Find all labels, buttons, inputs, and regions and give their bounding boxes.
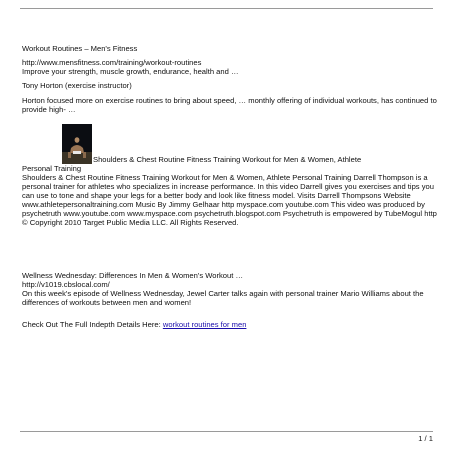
article-title: Workout Routines – Men's Fitness xyxy=(22,44,138,53)
page-number: 1 / 1 xyxy=(418,434,433,443)
video-thumbnail[interactable] xyxy=(62,124,92,164)
wellness-url: http://v1019.cbslocal.com/ xyxy=(22,280,110,289)
video-title: Shoulders & Chest Routine Fitness Training Workout for Men & Women, Athlete xyxy=(93,155,362,164)
checkout-line xyxy=(22,320,437,329)
excerpt-text: Improve your strength, muscle growth, endurance, health and … xyxy=(22,67,239,76)
top-rule xyxy=(20,8,433,9)
horton-paragraph: Horton focused more on exercise routines to bring about speed, … monthly offering of individual workouts, has continued to provide high- … xyxy=(22,96,437,114)
bottom-rule xyxy=(20,431,433,432)
workout-routines-link[interactable]: workout routines for men xyxy=(162,320,247,329)
wellness-description: On this week's episode of Wellness Wednesday, Jewel Carter talks again with personal trainer Mario Williams about the differences of workouts between men and women! xyxy=(22,289,424,307)
wellness-title: Wellness Wednesday: Differences In Men & Women's Workout … xyxy=(22,271,244,280)
checkout-prefix: Check Out The Full Indepth Details Here: xyxy=(22,320,163,329)
source-url: http://www.mensfitness.com/training/workout-routines xyxy=(22,58,202,67)
video-title-continued: Personal Training xyxy=(22,164,82,173)
person-exercising-icon xyxy=(62,124,92,164)
author-line: Tony Horton (exercise instructor) xyxy=(22,81,132,90)
video-description: Shoulders & Chest Routine Fitness Training Workout for Men & Women, Athlete Personal Training Darrell Thompson is a personal trainer for athletes who specializes in increase performance. In this video Darrell gives you exercises and tips you can use to tone and shape your legs for a better body and look like fitness model. Visits Darrell Thompsons Website www.athletepersonaltraining.com Music By Jimmy Gelhaar http myspace.com youtube.com This video was produced by psychetruth www.youtube.com www.myspace.com psychetruth.blogspot.com Psychetruth is empowered by TubeMogul http © Copyright 2010 Target Public Media LLC. All Rights Reserved. xyxy=(22,173,437,227)
